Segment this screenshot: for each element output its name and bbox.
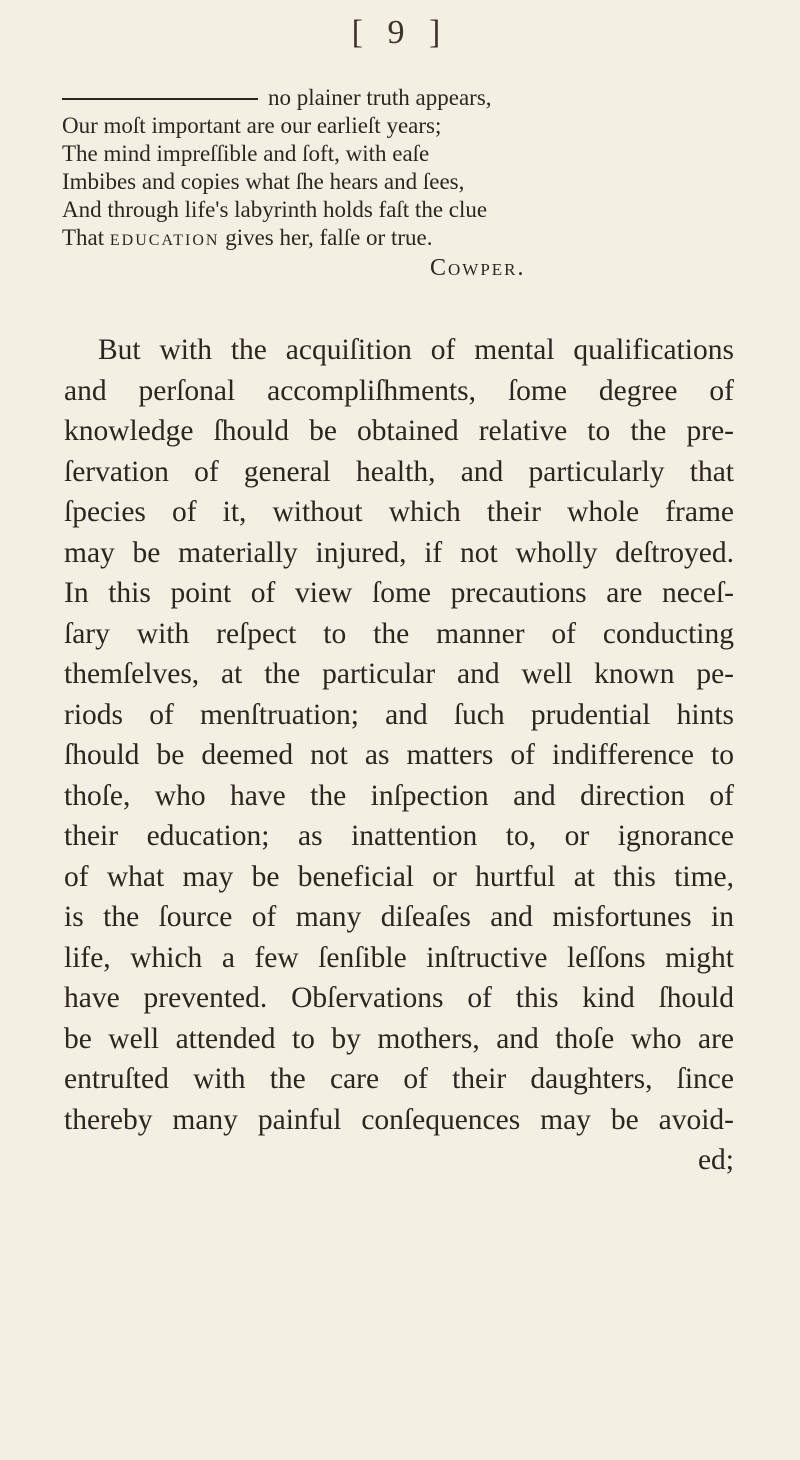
poem-rule <box>62 98 258 100</box>
poem-line <box>62 224 582 252</box>
text-line: But with the acquiſition of mental qualifications <box>98 334 734 366</box>
text-line: and perſonal accompliſhments, ſome degree of <box>64 374 734 407</box>
text-line: thoſe, who have the inſpection and direction of <box>64 779 734 812</box>
text-line: their education; as inattention to, or ignorance <box>64 820 734 852</box>
epigraph-poem <box>62 84 582 252</box>
poem-line: And through life's labyrinth holds faſt the clue <box>62 197 488 222</box>
text-line: life, which a few ſenſible inſtructive leſſons might <box>64 941 734 974</box>
poem-line-text: gives her, falſe or true. <box>219 225 433 250</box>
page-number: [ 9 ] <box>351 14 449 51</box>
text-line: ſhould be deemed not as matters of indifference to <box>64 739 734 771</box>
text-line: ſpecies of it, without which their whole frame <box>64 496 734 528</box>
poem-line: The mind impreſſible and ſoft, with eaſe <box>62 141 430 166</box>
poem-author: Cowper. <box>430 255 526 281</box>
text-line: ſary with reſpect to the manner of conducting <box>64 617 734 650</box>
text-line: is the ſource of many diſeaſes and misfortunes in <box>64 901 734 933</box>
text-line: riods of menſtruation; and ſuch prudential hints <box>64 698 734 731</box>
text-line: may be materially injured, if not wholly deſtroyed. <box>64 536 734 569</box>
text-line: In this point of view ſome precautions are neceſ- <box>64 577 734 609</box>
text-line: be well attended to by mothers, and thoſe who are <box>64 1022 734 1055</box>
text-line: entruſted with the care of their daughters, ſince <box>64 1063 734 1095</box>
poem-emphasis: education <box>109 225 220 250</box>
text-line: ed; <box>697 1144 734 1176</box>
text-line: ſervation of general health, and particularly that <box>64 455 734 488</box>
poem-line: Our moſt important are our earlieſt years; <box>62 113 442 138</box>
poem-line <box>62 84 582 112</box>
text-line: of what may be beneficial or hurtful at this time, <box>64 860 734 893</box>
text-line: knowledge ſhould be obtained relative to the pre- <box>64 415 734 447</box>
text-line: themſelves, at the particular and well known pe- <box>64 658 734 690</box>
text-line: have prevented. Obſervations of this kind ſhould <box>64 982 734 1014</box>
poem-line-text: That <box>62 225 110 250</box>
text-line: thereby many painful conſequences may be avoid- <box>64 1103 734 1136</box>
poem-line: Imbibes and copies what ſhe hears and ſees, <box>62 169 465 194</box>
poem-line-text: no plainer truth appears, <box>268 85 492 110</box>
body-paragraph <box>64 330 734 1181</box>
